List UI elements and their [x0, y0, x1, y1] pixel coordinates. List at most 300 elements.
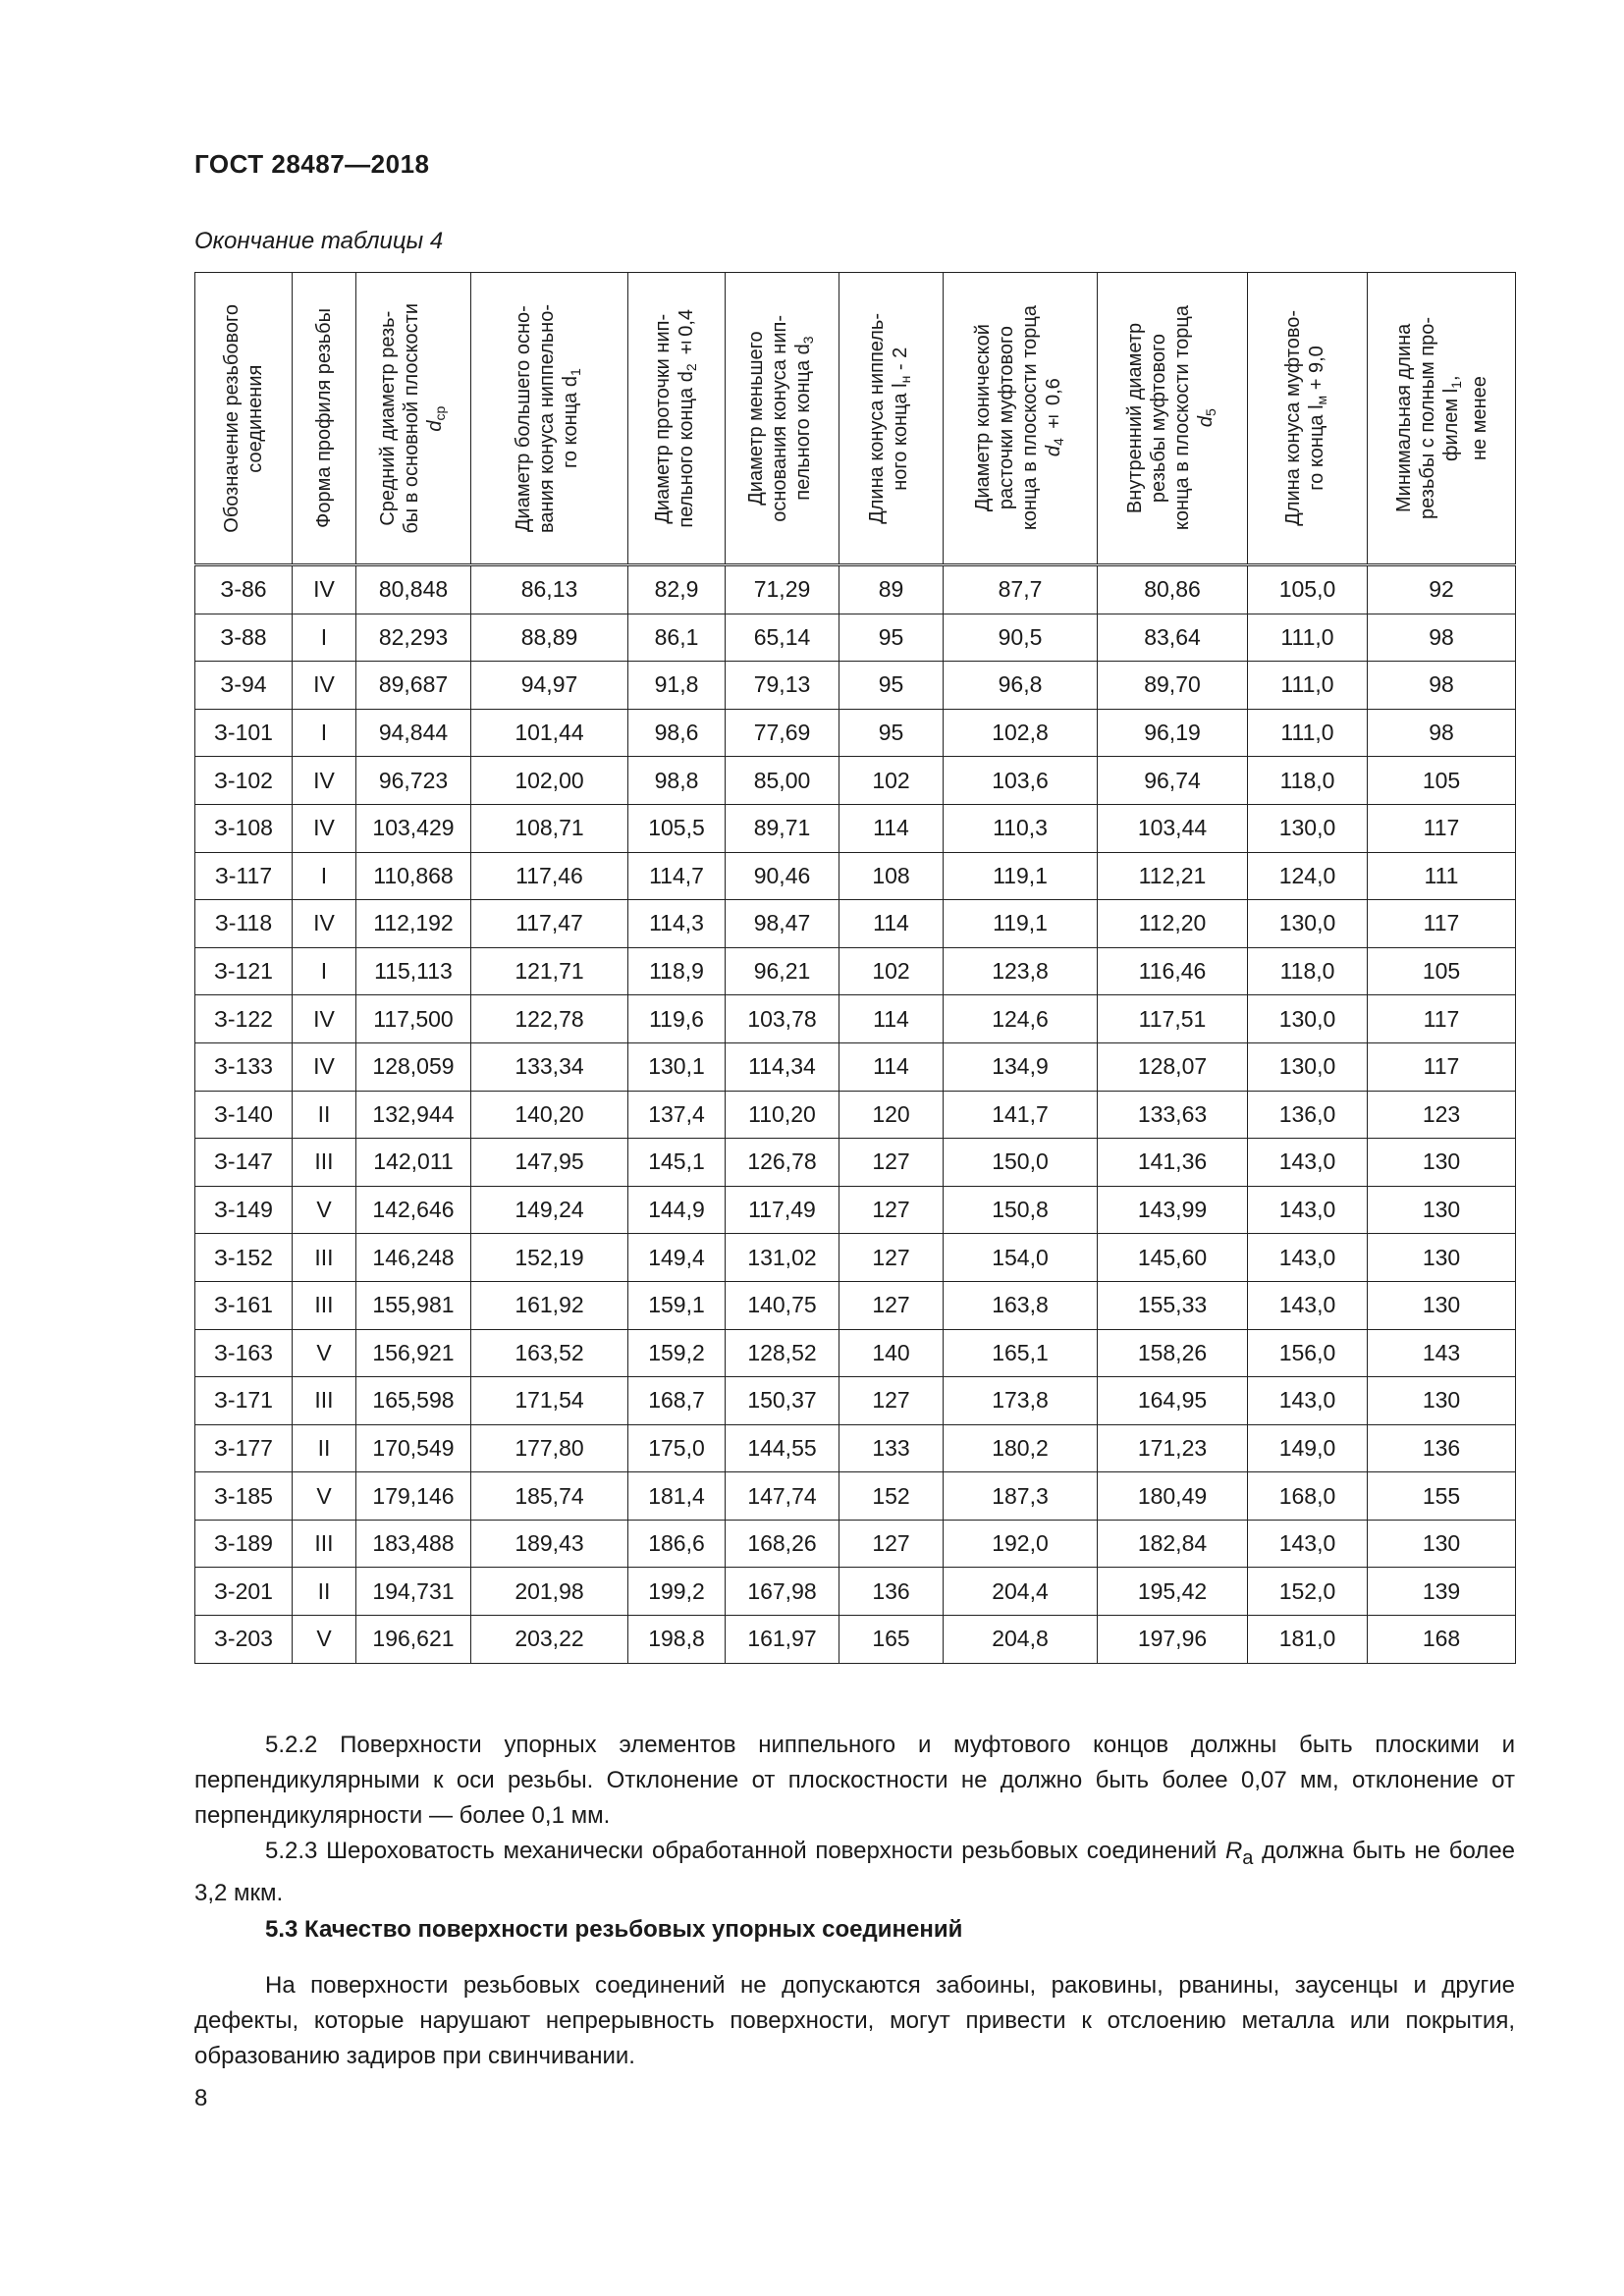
header-line: конца в плоскости торца: [1170, 305, 1193, 531]
header-symbol: d: [1042, 446, 1064, 457]
paragraph-5-2-3: [194, 1834, 1515, 1911]
table-cell: 90,5: [944, 614, 1098, 662]
table-cell: 161,92: [471, 1281, 628, 1329]
table-cell: 112,192: [356, 900, 471, 948]
header-suffix: ± 0,6: [1042, 379, 1064, 439]
table-cell: 130,0: [1248, 804, 1368, 852]
table-cell: 152,19: [471, 1234, 628, 1282]
table-cell: V: [293, 1616, 356, 1664]
table-cell: 142,646: [356, 1186, 471, 1234]
table-cell: 117: [1368, 995, 1516, 1043]
table-cell: 95: [839, 662, 944, 710]
header-subscript: м: [1314, 395, 1329, 405]
table-cell: 105,5: [628, 804, 726, 852]
table-cell: 65,14: [726, 614, 839, 662]
table-cell: 127: [839, 1139, 944, 1187]
header-line: Длина конуса ниппель-: [866, 312, 888, 524]
table-cell: 149,0: [1248, 1424, 1368, 1472]
table-cell: 168,26: [726, 1520, 839, 1568]
table-cell: 150,8: [944, 1186, 1098, 1234]
table-cell: 181,0: [1248, 1616, 1368, 1664]
table-cell: I: [293, 947, 356, 995]
table-cell: 159,2: [628, 1329, 726, 1377]
table-cell: 130: [1368, 1520, 1516, 1568]
header-row: [195, 273, 1516, 565]
table-cell: II: [293, 1091, 356, 1139]
table-row: [195, 1091, 1516, 1139]
table-cell: III: [293, 1234, 356, 1282]
header-line: го конца l: [1306, 404, 1327, 491]
table-row: [195, 1424, 1516, 1472]
table-cell: 88,89: [471, 614, 628, 662]
table-cell: 149,24: [471, 1186, 628, 1234]
table-cell: 130: [1368, 1281, 1516, 1329]
table-cell: 130: [1368, 1139, 1516, 1187]
table-cell: 143,0: [1248, 1377, 1368, 1425]
column-header: [471, 273, 628, 565]
table-cell: 116,46: [1098, 947, 1248, 995]
column-header-text: [312, 308, 336, 528]
table-cell: 143,99: [1098, 1186, 1248, 1234]
table-cell: 145,60: [1098, 1234, 1248, 1282]
table-cell: 105: [1368, 947, 1516, 995]
table-cell: 98,8: [628, 757, 726, 805]
table-cell: З-133: [195, 1042, 293, 1091]
ra-symbol: R: [1224, 1838, 1243, 1864]
table-cell: 80,86: [1098, 565, 1248, 614]
header-suffix: - 2: [890, 346, 911, 375]
p523-start: 5.2.3 Шероховатость механически обработанной поверхности резьбовых соединений: [265, 1838, 1225, 1864]
column-header-text: [651, 309, 703, 528]
table-cell: 199,2: [628, 1568, 726, 1616]
table-cell: 127: [839, 1281, 944, 1329]
table-cell: 103,6: [944, 757, 1098, 805]
table-cell: 112,20: [1098, 900, 1248, 948]
table-cell: 71,29: [726, 565, 839, 614]
table-row: [195, 1329, 1516, 1377]
table-cell: 98,6: [628, 709, 726, 757]
column-header: [195, 273, 293, 565]
header-line: резьбы муфтового: [1147, 333, 1169, 504]
header-line: Диаметр проточки нип-: [651, 313, 674, 523]
table-cell: З-149: [195, 1186, 293, 1234]
table-cell: 128,07: [1098, 1042, 1248, 1091]
table-cell: 133,34: [471, 1042, 628, 1091]
table-cell: 156,0: [1248, 1329, 1368, 1377]
table-cell: З-94: [195, 662, 293, 710]
header-line: пельного конца d: [792, 344, 814, 501]
table-cell: 143,0: [1248, 1520, 1368, 1568]
table-cell: I: [293, 709, 356, 757]
table-cell: 158,26: [1098, 1329, 1248, 1377]
table-cell: 114: [839, 1042, 944, 1091]
table-row: [195, 614, 1516, 662]
table-cell: 117,46: [471, 852, 628, 900]
header-tail: не менее: [1468, 376, 1490, 460]
table-cell: 110,868: [356, 852, 471, 900]
paragraph-5-3: На поверхности резьбовых соединений не допускаются забоины, раковины, рванины, заусенцы и другие дефекты, которые нарушают непрерывность поверхности, могут привести к отслоению металла или покрытия, образованию задиров при свинчивании.: [194, 1972, 1515, 2069]
table-cell: 98,47: [726, 900, 839, 948]
table-cell: 136,0: [1248, 1091, 1368, 1139]
table-cell: IV: [293, 995, 356, 1043]
table-cell: 127: [839, 1186, 944, 1234]
table-cell: 150,0: [944, 1139, 1098, 1187]
table-row: [195, 1520, 1516, 1568]
table-cell: III: [293, 1281, 356, 1329]
table-cell: 124,6: [944, 995, 1098, 1043]
table-cell: 105,0: [1248, 565, 1368, 614]
column-header: [944, 273, 1098, 565]
table-cell: 118,0: [1248, 947, 1368, 995]
table-cell: 161,97: [726, 1616, 839, 1664]
table-cell: 77,69: [726, 709, 839, 757]
table-cell: 115,113: [356, 947, 471, 995]
table-cell: 194,731: [356, 1568, 471, 1616]
p523-end: должна быть не более 3,2 мкм.: [194, 1838, 1516, 1906]
header-line: филем l: [1439, 388, 1462, 461]
table-cell: 103,429: [356, 804, 471, 852]
table-row: [195, 662, 1516, 710]
header-line: соединения: [244, 363, 266, 473]
table-cell: 143: [1368, 1329, 1516, 1377]
table-cell: 168,0: [1248, 1472, 1368, 1521]
paragraph-5-2-2: 5.2.2 Поверхности упорных элементов ниппельного и муфтового концов должны быть плоскими и перпендикулярными к оси резьбы. Отклонение от плоскостности не должно быть более 0,07 мм, отклонение от перпендикулярности — более 0,1 мм.: [194, 1732, 1515, 1829]
table-row: [195, 1281, 1516, 1329]
table-cell: 155,981: [356, 1281, 471, 1329]
table-cell: 111,0: [1248, 614, 1368, 662]
table-cell: 122,78: [471, 995, 628, 1043]
table-cell: 139: [1368, 1568, 1516, 1616]
table-cell: 91,8: [628, 662, 726, 710]
table-cell: 128,52: [726, 1329, 839, 1377]
header-line: Минимальная длина: [1392, 323, 1415, 513]
table-cell: 171,54: [471, 1377, 628, 1425]
table-cell: 117,500: [356, 995, 471, 1043]
table-cell: 123,8: [944, 947, 1098, 995]
table-cell: З-140: [195, 1091, 293, 1139]
table-cell: 102: [839, 947, 944, 995]
table-cell: 155: [1368, 1472, 1516, 1521]
table-row: [195, 565, 1516, 614]
header-line: Форма профиля резьбы: [313, 308, 335, 528]
table-row: [195, 947, 1516, 995]
table-cell: 89: [839, 565, 944, 614]
table-cell: З-189: [195, 1520, 293, 1568]
table-cell: 127: [839, 1234, 944, 1282]
table-cell: 96,21: [726, 947, 839, 995]
table-cell: 89,70: [1098, 662, 1248, 710]
table-cell: 117,51: [1098, 995, 1248, 1043]
table-cell: 86,1: [628, 614, 726, 662]
table-cell: 179,146: [356, 1472, 471, 1521]
table-row: [195, 852, 1516, 900]
column-header: [356, 273, 471, 565]
header-line: Диаметр меньшего: [745, 331, 767, 506]
table-cell: 89,687: [356, 662, 471, 710]
table-cell: 133: [839, 1424, 944, 1472]
table-row: [195, 1234, 1516, 1282]
table-cell: 181,4: [628, 1472, 726, 1521]
table-cell: 117: [1368, 804, 1516, 852]
table-cell: 152: [839, 1472, 944, 1521]
table-cell: 96,723: [356, 757, 471, 805]
table-cell: 182,84: [1098, 1520, 1248, 1568]
table-cell: 136: [839, 1568, 944, 1616]
table-cell: З-163: [195, 1329, 293, 1377]
table-row: [195, 1042, 1516, 1091]
table-cell: 114: [839, 995, 944, 1043]
table-cell: 83,64: [1098, 614, 1248, 662]
header-subscript: н: [897, 374, 913, 383]
table-cell: 102,00: [471, 757, 628, 805]
table-cell: 141,7: [944, 1091, 1098, 1139]
table-cell: 144,9: [628, 1186, 726, 1234]
table-cell: 204,8: [944, 1616, 1098, 1664]
table-cell: 114,7: [628, 852, 726, 900]
table-row: [195, 995, 1516, 1043]
table-cell: 111: [1368, 852, 1516, 900]
header-subscript: 1: [568, 368, 583, 376]
table-cell: 164,95: [1098, 1377, 1248, 1425]
table-cell: З-152: [195, 1234, 293, 1282]
table-cell: 117: [1368, 900, 1516, 948]
table-cell: 98: [1368, 662, 1516, 710]
table-body: [195, 565, 1516, 1664]
table-cell: IV: [293, 1042, 356, 1091]
table-cell: З-86: [195, 565, 293, 614]
header-subscript: 2: [682, 363, 699, 371]
table-cell: 141,36: [1098, 1139, 1248, 1187]
column-header-text: [1392, 317, 1491, 519]
table-cell: 140: [839, 1329, 944, 1377]
header-line: бы в основной плоскости: [400, 302, 422, 534]
table-cell: II: [293, 1424, 356, 1472]
header-line: пельного конца d: [675, 370, 697, 528]
table-row: [195, 1377, 1516, 1425]
table-cell: З-203: [195, 1616, 293, 1664]
table-cell: 195,42: [1098, 1568, 1248, 1616]
table-cell: 127: [839, 1520, 944, 1568]
column-header: [293, 273, 356, 565]
table-cell: IV: [293, 662, 356, 710]
table-cell: 114: [839, 900, 944, 948]
header-line: Диаметр конической: [971, 324, 994, 512]
table-cell: 102,8: [944, 709, 1098, 757]
table-cell: 198,8: [628, 1616, 726, 1664]
table-cell: 147,74: [726, 1472, 839, 1521]
table-cell: 117: [1368, 1042, 1516, 1091]
table-cell: 111,0: [1248, 709, 1368, 757]
column-header: [726, 273, 839, 565]
table-cell: 121,71: [471, 947, 628, 995]
table-cell: 136: [1368, 1424, 1516, 1472]
table-cell: 145,1: [628, 1139, 726, 1187]
table-cell: 82,9: [628, 565, 726, 614]
header-line: Диаметр большего осно-: [513, 304, 534, 532]
table-row: [195, 1568, 1516, 1616]
table-cell: 101,44: [471, 709, 628, 757]
header-line: го конца d: [560, 375, 581, 468]
header-subscript: 3: [800, 336, 816, 345]
table-cell: 159,1: [628, 1281, 726, 1329]
table-cell: З-118: [195, 900, 293, 948]
table-cell: 89,71: [726, 804, 839, 852]
table-cell: 130,1: [628, 1042, 726, 1091]
table-cell: 118,9: [628, 947, 726, 995]
table-cell: 112,21: [1098, 852, 1248, 900]
table-cell: З-177: [195, 1424, 293, 1472]
table-cell: З-121: [195, 947, 293, 995]
column-header-text: [744, 315, 820, 522]
table-row: [195, 757, 1516, 805]
header-line: конца в плоскости торца: [1018, 305, 1041, 531]
table-cell: 156,921: [356, 1329, 471, 1377]
table-cell: 114,3: [628, 900, 726, 948]
table-cell: 175,0: [628, 1424, 726, 1472]
table-cell: 98: [1368, 614, 1516, 662]
ra-subscript: a: [1242, 1846, 1254, 1869]
table-cell: 143,0: [1248, 1186, 1368, 1234]
table-cell: 95: [839, 614, 944, 662]
table-cell: I: [293, 614, 356, 662]
table-cell: 96,74: [1098, 757, 1248, 805]
table-cell: 90,46: [726, 852, 839, 900]
table-cell: 152,0: [1248, 1568, 1368, 1616]
header-subscript: 4: [1050, 439, 1066, 447]
table-cell: 120: [839, 1091, 944, 1139]
table-cell: 146,248: [356, 1234, 471, 1282]
table-cell: 117,49: [726, 1186, 839, 1234]
header-line: основания конуса нип-: [769, 314, 790, 522]
table-cell: 142,011: [356, 1139, 471, 1187]
table-cell: 79,13: [726, 662, 839, 710]
column-header-text: [1281, 310, 1333, 526]
table-cell: 102: [839, 757, 944, 805]
table-row: [195, 1186, 1516, 1234]
table-cell: 108: [839, 852, 944, 900]
table-cell: V: [293, 1186, 356, 1234]
table-caption: Окончание таблицы 4: [194, 228, 444, 254]
table-cell: 183,488: [356, 1520, 471, 1568]
table-cell: IV: [293, 804, 356, 852]
table-cell: 126,78: [726, 1139, 839, 1187]
table-cell: IV: [293, 565, 356, 614]
table-cell: V: [293, 1329, 356, 1377]
header-line: Внутренний диаметр: [1123, 322, 1146, 514]
column-header: [839, 273, 944, 565]
table-cell: 119,1: [944, 852, 1098, 900]
header-symbol: d: [1194, 416, 1217, 428]
header-suffix: ,: [1439, 375, 1462, 381]
table-cell: 103,78: [726, 995, 839, 1043]
column-header-text: [376, 303, 452, 534]
table-cell: 187,3: [944, 1472, 1098, 1521]
table-cell: З-88: [195, 614, 293, 662]
header-symbol: d: [423, 419, 446, 431]
table-cell: 123: [1368, 1091, 1516, 1139]
table-row: [195, 1616, 1516, 1664]
table-cell: 98: [1368, 709, 1516, 757]
table-cell: III: [293, 1377, 356, 1425]
table-cell: 110,20: [726, 1091, 839, 1139]
table-cell: 143,0: [1248, 1234, 1368, 1282]
header-line: Обозначение резьбового: [221, 303, 243, 533]
table-cell: З-117: [195, 852, 293, 900]
table-cell: 163,8: [944, 1281, 1098, 1329]
header-line: ного конца l: [890, 382, 911, 491]
table-cell: 127: [839, 1377, 944, 1425]
table-cell: 171,23: [1098, 1424, 1248, 1472]
table-cell: 155,33: [1098, 1281, 1248, 1329]
table-cell: 105: [1368, 757, 1516, 805]
header-subscript: ср: [431, 405, 448, 420]
column-header: [1098, 273, 1248, 565]
document-code: ГОСТ 28487—2018: [194, 149, 430, 179]
table-cell: 103,44: [1098, 804, 1248, 852]
header-suffix: + 9,0: [1306, 346, 1327, 396]
table-cell: 197,96: [1098, 1616, 1248, 1664]
table-cell: 203,22: [471, 1616, 628, 1664]
table-row: [195, 1472, 1516, 1521]
table-cell: V: [293, 1472, 356, 1521]
table-cell: З-122: [195, 995, 293, 1043]
column-header-text: [512, 304, 587, 533]
table-cell: 163,52: [471, 1329, 628, 1377]
table-cell: 204,4: [944, 1568, 1098, 1616]
table-cell: III: [293, 1520, 356, 1568]
table-row: [195, 804, 1516, 852]
header-suffix: ±0,4: [675, 308, 697, 364]
table-cell: 140,75: [726, 1281, 839, 1329]
table-cell: 131,02: [726, 1234, 839, 1282]
table-cell: 143,0: [1248, 1139, 1368, 1187]
table-cell: З-101: [195, 709, 293, 757]
table-cell: 86,13: [471, 565, 628, 614]
table-cell: 173,8: [944, 1377, 1098, 1425]
table-cell: 85,00: [726, 757, 839, 805]
table-cell: 137,4: [628, 1091, 726, 1139]
header-line: расточки муфтового: [995, 326, 1017, 510]
table-cell: 96,19: [1098, 709, 1248, 757]
header-line: Длина конуса муфтово-: [1282, 310, 1304, 526]
header-line: вания конуса ниппельно-: [536, 303, 558, 533]
table-cell: 134,9: [944, 1042, 1098, 1091]
table-cell: 96,8: [944, 662, 1098, 710]
table-cell: 95: [839, 709, 944, 757]
table-cell: 87,7: [944, 565, 1098, 614]
column-header: [1248, 273, 1368, 565]
table-cell: 92: [1368, 565, 1516, 614]
table-cell: 140,20: [471, 1091, 628, 1139]
table-cell: 128,059: [356, 1042, 471, 1091]
column-header: [628, 273, 726, 565]
table-cell: З-201: [195, 1568, 293, 1616]
table-cell: 196,621: [356, 1616, 471, 1664]
table-cell: III: [293, 1139, 356, 1187]
column-header-text: [220, 304, 267, 533]
table-cell: 114: [839, 804, 944, 852]
table-cell: 165,1: [944, 1329, 1098, 1377]
table-cell: 132,944: [356, 1091, 471, 1139]
table-cell: 180,2: [944, 1424, 1098, 1472]
table-cell: 144,55: [726, 1424, 839, 1472]
table-cell: 201,98: [471, 1568, 628, 1616]
table-cell: 110,3: [944, 804, 1098, 852]
table-cell: 111,0: [1248, 662, 1368, 710]
table-cell: 165,598: [356, 1377, 471, 1425]
table-cell: 124,0: [1248, 852, 1368, 900]
table-cell: 130: [1368, 1377, 1516, 1425]
